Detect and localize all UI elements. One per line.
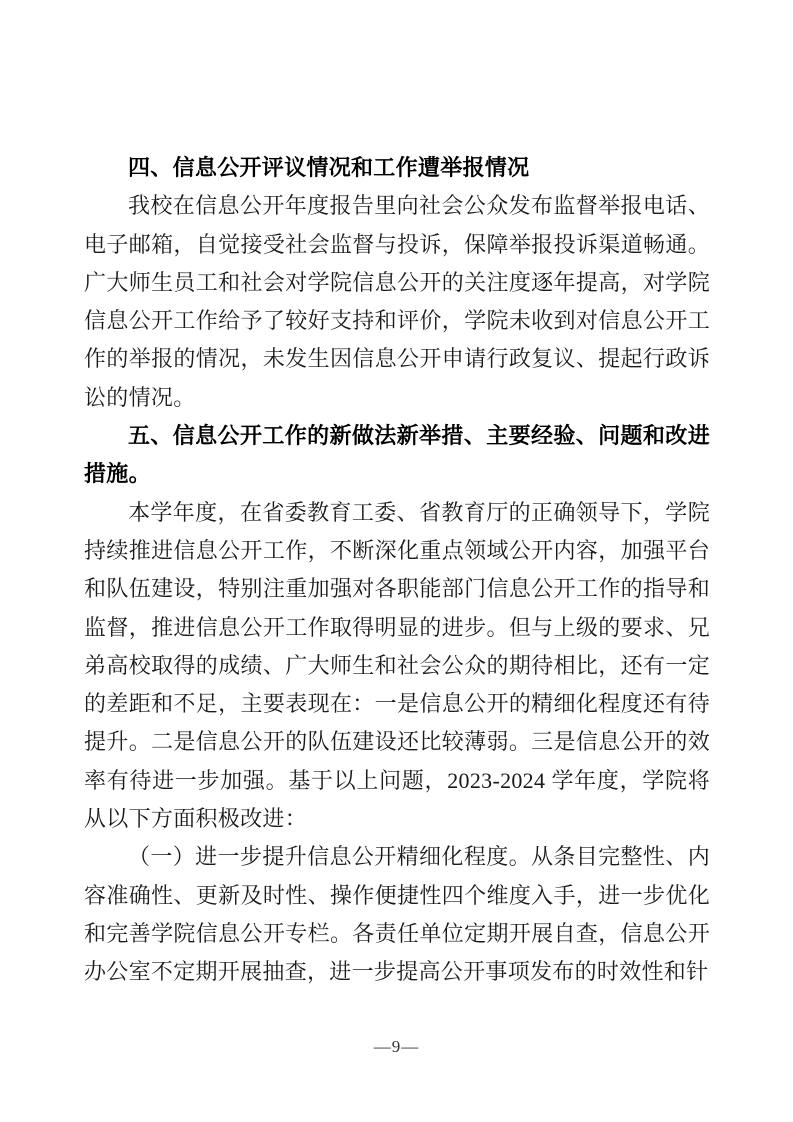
paragraph-experience-and-problems: 本学年度，在省委教育工委、省教育厅的正确领导下，学院持续推进信息公开工作，不断深化重点领域公开内容，加强平台和队伍建设，特别注重加强对各职能部门信息公开工作的指导和监督，推进信息公开工作取得明显的进步。但与上级的要求、兄弟高校取得的成绩、广大师生和社会公众的期待相比，还有一定的差距和不足，主要表现在：一是信息公开的精细化程度还有待提升。二是信息公开的队伍建设还比较薄弱。三是信息公开的效率有待进一步加强。基于以上问题，2023-2024 学年度，学院将从以下方面积极改进： [84,499,710,832]
paragraph-evaluation-and-complaints: 我校在信息公开年度报告里向社会公众发布监督举报电话、电子邮箱，自觉接受社会监督与投诉，保障举报投诉渠道畅通。广大师生员工和社会对学院信息公开的关注度逐年提高，对学院信息公开工作给予了较好支持和评价，学院未收到对信息公开工作的举报的情况，未发生因信息公开申请行政复议、提起行政诉讼的情况。 [84,193,710,410]
document-content [84,149,710,992]
section-heading-five: 五、信息公开工作的新做法新举措、主要经验、问题和改进措施。 [84,423,710,487]
section-heading-four: 四、信息公开评议情况和工作遭举报情况 [128,155,530,180]
paragraph-improvement-item-1: （一）进一步提升信息公开精细化程度。从条目完整性、内容准确性、更新及时性、操作便捷性四个维度入手，进一步优化和完善学院信息公开专栏。各责任单位定期开展自查，信息公开办公室不定期开展抽查，进一步提高公开事项发布的时效性和针 [84,844,710,985]
page-number: —9— [373,1037,420,1056]
